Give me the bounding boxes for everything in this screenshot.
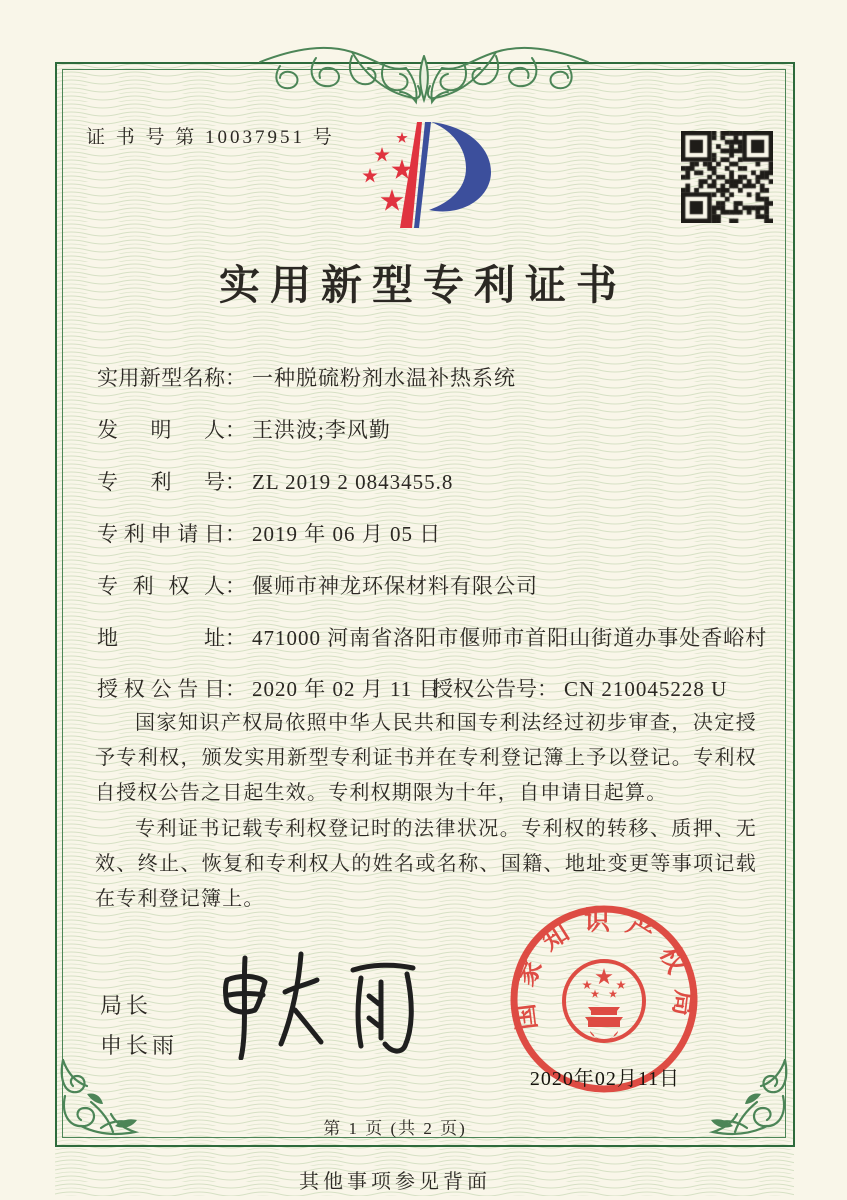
- cnipa-logo-icon: [342, 110, 517, 238]
- back-side-note: 其他事项参见背面: [299, 1171, 491, 1193]
- seal-date: 2020年02月11日: [529, 1068, 681, 1090]
- commissioner-name: 申长雨: [100, 1033, 179, 1058]
- field-value: 一种脱硫粉剂水温补热系统: [252, 366, 516, 390]
- field-label: 地址: [97, 626, 225, 650]
- field-value: 2019 年 06 月 05 日: [252, 522, 442, 546]
- field-row-patentee: [97, 570, 757, 600]
- field-row-patent-number: [97, 466, 757, 496]
- field-label: 实用新型名称: [97, 366, 225, 390]
- field-value: ZL 2019 2 0843455.8: [252, 470, 454, 494]
- certificate-title: 实用新型专利证书: [219, 262, 627, 308]
- field-value: 王洪波;李风勤: [252, 418, 391, 442]
- field-row-filing-date: [97, 518, 757, 548]
- field-label: 专利权人: [97, 574, 225, 598]
- legal-paragraph-1: 国家知识产权局依照中华人民共和国专利法经过初步审查，决定授予专利权，颁发实用新型专利证书并在专利登记簿上予以登记。专利权自授权公告之日起生效。专利权期限为十年，自申请日起算。: [95, 712, 757, 804]
- top-border-ornament-icon: [256, 38, 592, 116]
- field-label: 专利号: [97, 470, 225, 494]
- handwritten-signature: [215, 940, 445, 1060]
- field-row-inventor: [97, 414, 757, 444]
- grant-number-label: 授权公告号: [432, 677, 537, 701]
- colon: ：: [225, 574, 246, 598]
- qr-code: [681, 131, 773, 223]
- certificate-number: 证 书 号 第 10037951 号: [86, 127, 335, 148]
- field-row-address: [97, 622, 768, 652]
- seal-text: 国家知识产权局: [508, 906, 700, 1032]
- commissioner-title: 局长: [100, 993, 153, 1018]
- field-label: 专利申请日: [97, 522, 225, 546]
- legal-paragraph-2: 专利证书记载专利权登记时的法律状况。专利权的转移、质押、无效、终止、恢复和专利权人的姓名或名称、国籍、地址变更等事项记载在专利登记簿上。: [95, 818, 757, 910]
- field-value: 471000 河南省洛阳市偃师市首阳山街道办事处香峪村: [252, 626, 768, 650]
- page-number: 第 1 页 (共 2 页): [323, 1119, 467, 1138]
- field-value: 偃师市神龙环保材料有限公司: [252, 574, 538, 598]
- field-row-grant: [97, 673, 757, 703]
- field-row-name: [97, 362, 757, 392]
- colon: ：: [225, 470, 246, 494]
- colon: ：: [225, 418, 246, 442]
- colon: ：: [225, 677, 246, 701]
- colon: ：: [537, 677, 558, 701]
- field-label: 发明人: [97, 418, 225, 442]
- national-emblem-icon: [564, 961, 644, 1041]
- grant-number-value: CN 210045228 U: [564, 677, 728, 701]
- colon: ：: [225, 626, 246, 650]
- grant-date-value: 2020 年 02 月 11 日: [252, 677, 441, 701]
- colon: ：: [225, 522, 246, 546]
- colon: ：: [225, 366, 246, 390]
- grant-date-label: 授权公告日: [97, 677, 225, 701]
